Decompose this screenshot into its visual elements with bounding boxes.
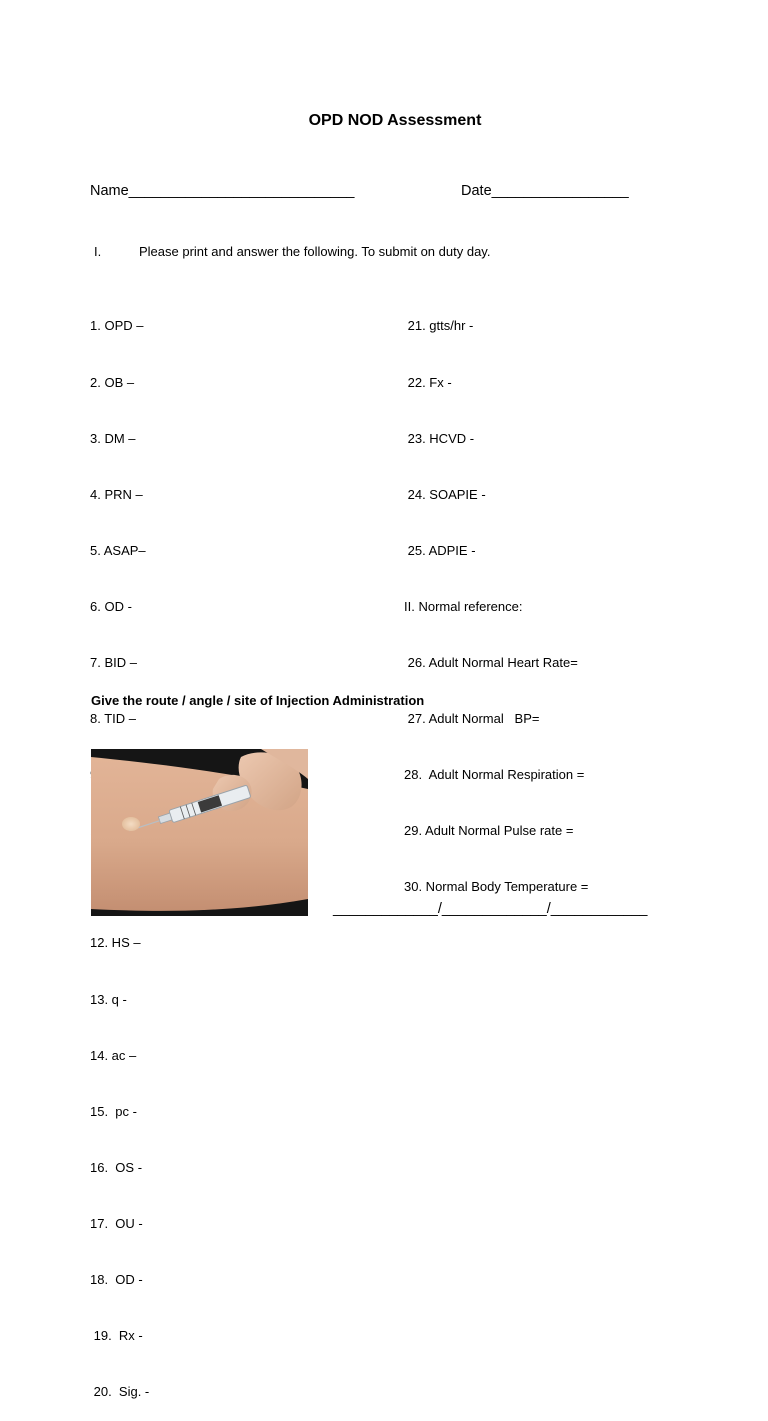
section-instruction: Please print and answer the following. To submit on duty day. [139, 244, 491, 259]
list-item: 6. OD - [90, 598, 132, 614]
list-item: 4. PRN – [90, 486, 143, 502]
list-item: 7. BID – [90, 654, 137, 670]
section-numeral: I. [94, 244, 102, 259]
list-item: 29. Adult Normal Pulse rate = [404, 823, 574, 839]
list-item: 3. DM – [90, 430, 136, 446]
list-item: 13. q - [90, 991, 127, 1007]
section-heading-normal-reference: II. Normal reference: [404, 598, 523, 614]
list-item: 19. Rx - [90, 1328, 143, 1344]
list-item: 25. ADPIE - [404, 542, 476, 558]
list-item: 30. Normal Body Temperature = [404, 879, 589, 895]
list-item: 8. TID – [90, 711, 137, 727]
list-item: 28. Adult Normal Respiration = [404, 767, 585, 783]
list-item: 12. HS – [90, 935, 141, 951]
list-item: 1. OPD – [90, 318, 144, 334]
list-item: 24. SOAPIE - [404, 486, 486, 502]
list-item: 21. gtts/hr - [404, 318, 474, 334]
answer-blanks: _____________/_____________/____________ [333, 901, 648, 917]
list-item: 18. OD - [90, 1272, 143, 1287]
list-item: 17. OU - [90, 1215, 143, 1231]
list-item: 27. Adult Normal BP= [404, 711, 540, 727]
list-item: 14. ac – [90, 1047, 137, 1063]
list-item: 16. OS - [90, 1159, 143, 1175]
list-item: 22. Fx - [404, 374, 452, 390]
injection-heading: Give the route / angle / site of Injection Administration [91, 693, 425, 708]
abbreviation-list-right [404, 280, 588, 916]
list-item: 20. Sig. - [90, 1384, 150, 1400]
list-item: 23. HCVD - [404, 430, 475, 446]
list-item: 15. pc - [90, 1103, 137, 1119]
page-title: OPD NOD Assessment [308, 112, 482, 129]
list-item: 5. ASAP– [90, 542, 146, 558]
date-field: Date_________________ [461, 183, 629, 199]
list-item: 2. OB – [90, 374, 135, 390]
name-field: Name____________________________ [90, 183, 355, 199]
list-item: 26. Adult Normal Heart Rate= [404, 654, 578, 670]
injection-photo [91, 749, 308, 916]
